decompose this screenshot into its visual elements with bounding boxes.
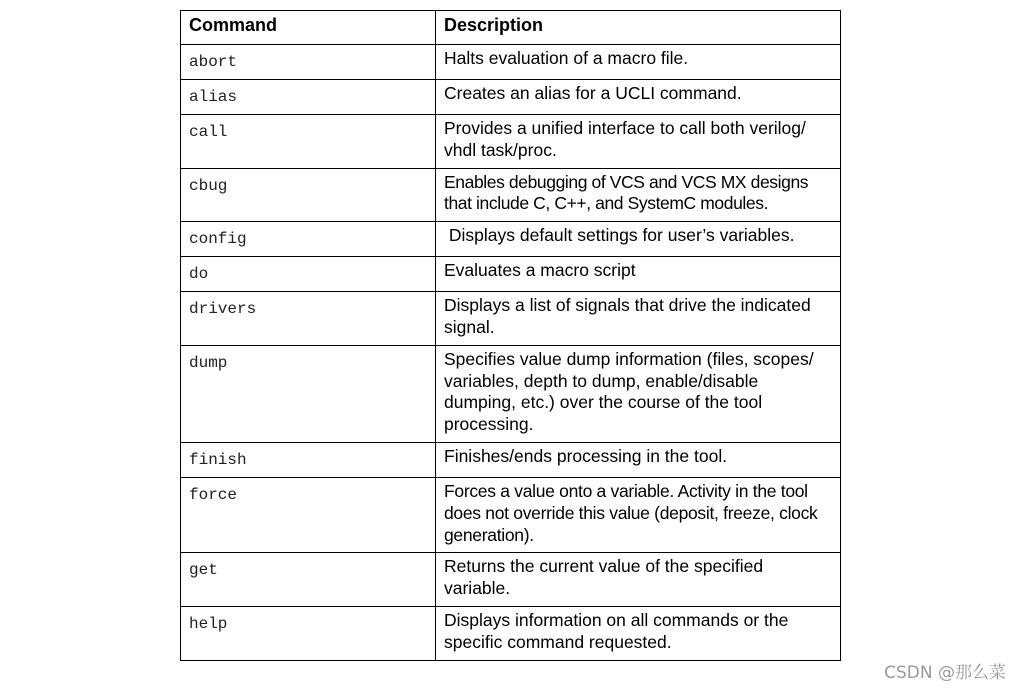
header-command: Command [181,11,436,45]
table-row [181,345,841,442]
command-table [180,10,841,661]
table-row [181,80,841,115]
command-cell: alias [181,80,436,115]
table-row [181,168,841,222]
command-cell: dump [181,345,436,442]
table-row [181,553,841,607]
table-row [181,115,841,169]
description-cell: Specifies value dump information (files, scopes/ variables, depth to dump, enable/disable dumping, etc.) over the course of the tool processing. [436,345,841,442]
description-cell: Provides a unified interface to call both verilog/ vhdl task/proc. [436,115,841,169]
watermark: CSDN @那么菜 [884,663,1006,683]
description-cell: Evaluates a macro script [436,257,841,292]
description-cell: Halts evaluation of a macro file. [436,45,841,80]
command-cell: help [181,606,436,660]
table-header-row [181,11,841,45]
command-cell: drivers [181,292,436,346]
command-cell: call [181,115,436,169]
command-cell: config [181,222,436,257]
command-cell: get [181,553,436,607]
description-cell: Finishes/ends processing in the tool. [436,442,841,477]
table-row [181,222,841,257]
description-cell: Displays a list of signals that drive the indicated signal. [436,292,841,346]
command-cell: abort [181,45,436,80]
table-row [181,477,841,552]
header-description: Description [436,11,841,45]
description-cell: Returns the current value of the specified variable. [436,553,841,607]
description-cell: Creates an alias for a UCLI command. [436,80,841,115]
table-row [181,257,841,292]
table-row [181,45,841,80]
command-cell: force [181,477,436,552]
description-cell: Enables debugging of VCS and VCS MX designs that include C, C++, and SystemC modules. [436,168,841,222]
command-cell: finish [181,442,436,477]
description-cell: Forces a value onto a variable. Activity in the tool does not override this value (deposit, freeze, clock generation). [436,477,841,552]
table-row [181,292,841,346]
description-cell: Displays information on all commands or the specific command requested. [436,606,841,660]
command-cell: cbug [181,168,436,222]
table-row [181,606,841,660]
table-row [181,442,841,477]
description-cell: Displays default settings for user’s variables. [436,222,841,257]
command-cell: do [181,257,436,292]
